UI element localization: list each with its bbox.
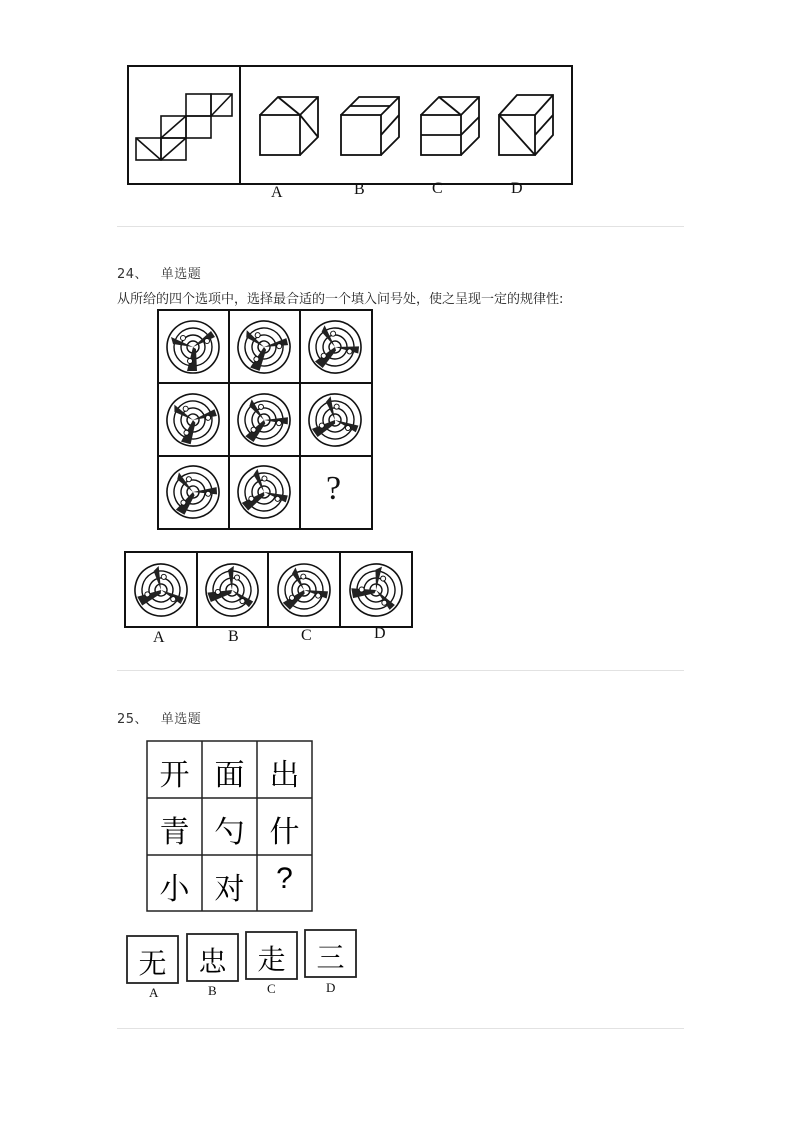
grid-cell: 面 [214,758,245,793]
q24-option-label-b: B [228,628,239,645]
question-prompt: 从所给的四个选项中，选择最合适的一个填入问号处，使之呈现一定的规律性: [117,292,564,307]
question-number: 24、 [117,267,149,282]
grid-cell: 什 [269,815,300,850]
q25-option-char-a: 无 [138,947,167,980]
q25-option-char-d: 三 [316,941,345,974]
grid-cell: 勺 [214,815,245,850]
q25-option-label-d: D [326,980,336,995]
q25-option-char-c: 走 [257,943,286,976]
q25-option-label-a: A [149,985,159,1000]
q24-question-mark: ? [326,470,342,507]
question-type: 单选题 [160,267,202,282]
grid-cell: 开 [159,758,190,793]
grid-cell: 青 [159,815,190,850]
grid-cell-question-mark: ? [276,862,293,895]
q25-option-char-b: 忠 [198,945,227,978]
grid-cell: 出 [269,758,300,793]
q24-option-label-d: D [374,625,386,642]
grid-cell: 对 [214,872,245,907]
grid-cell: 小 [159,872,190,907]
q23-option-label-c: C [432,180,443,197]
q23-option-label-d: D [511,180,523,197]
q23-option-label-b: B [354,181,365,198]
q24-option-label-c: C [301,627,312,644]
question-number: 25、 [117,712,149,727]
q23-option-label-a: A [271,184,283,201]
q24-option-label-a: A [153,629,165,646]
question-type: 单选题 [160,712,202,727]
q25-option-label-c: C [267,981,276,996]
q25-option-label-b: B [208,983,217,998]
section-divider [117,1028,684,1029]
